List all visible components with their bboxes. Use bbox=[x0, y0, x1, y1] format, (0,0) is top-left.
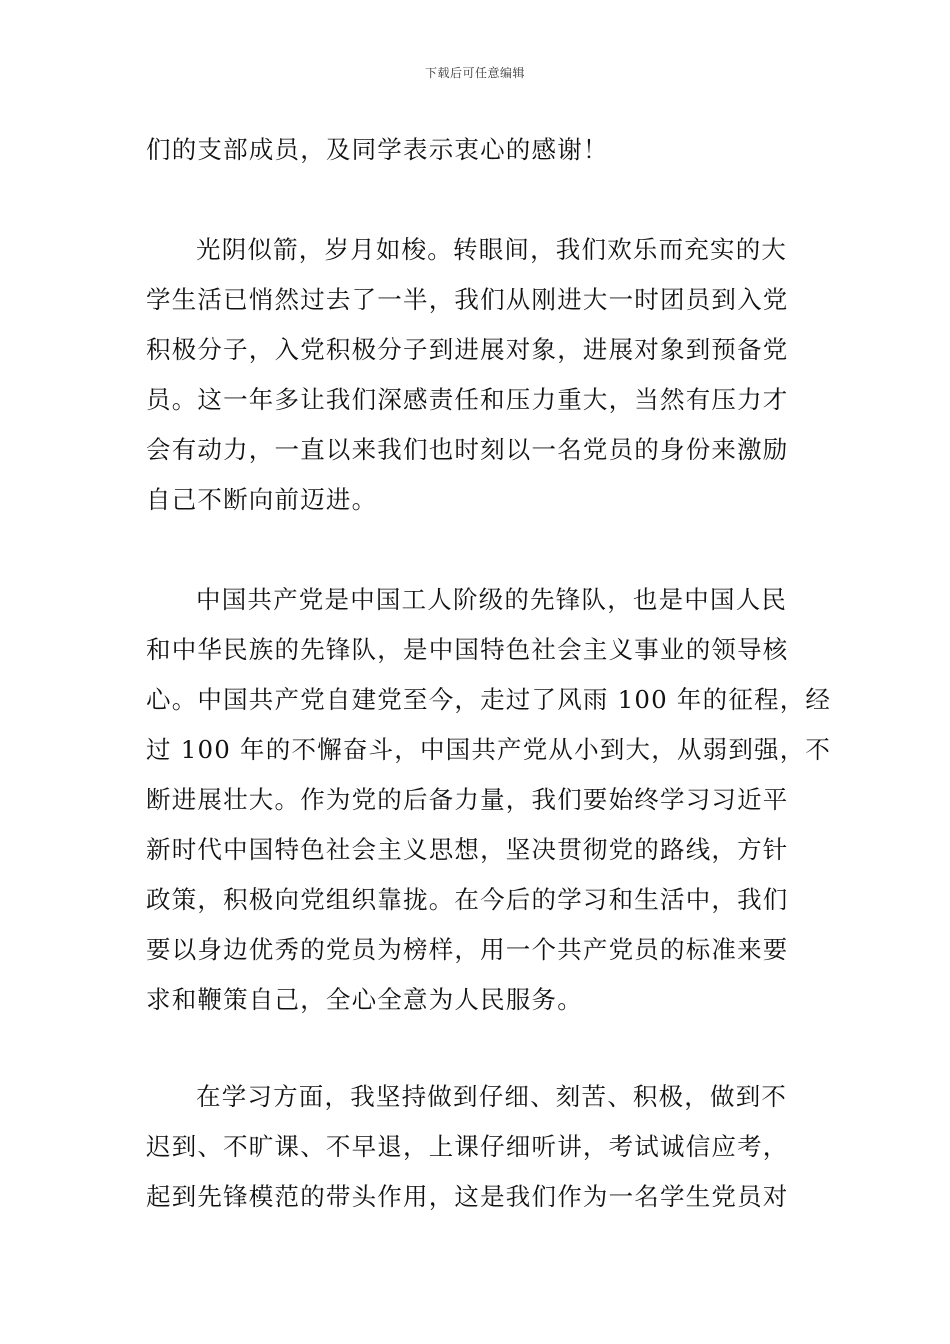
text-line: 中国共产党是中国工人阶级的先锋队，也是中国人民 bbox=[196, 585, 788, 614]
text-line: 心。中国共产党自建党至今，走过了风雨 100 年的征程，经 bbox=[146, 685, 832, 714]
text-line: 会有动力，一直以来我们也时刻以一名党员的身份来激励 bbox=[146, 435, 789, 464]
text-line: 们的支部成员，及同学表示衷心的感谢！ bbox=[146, 135, 609, 164]
text-line: 和中华民族的先锋队，是中国特色社会主义事业的领导核 bbox=[146, 635, 789, 664]
text-line: 政策，积极向党组织靠拢。在今后的学习和生活中，我们 bbox=[146, 885, 789, 914]
text-line: 新时代中国特色社会主义思想，坚决贯彻党的路线，方针 bbox=[146, 835, 789, 864]
text-line: 在学习方面，我坚持做到仔细、刻苦、积极，做到不 bbox=[196, 1082, 788, 1111]
text-line: 断进展壮大。作为党的后备力量，我们要始终学习习近平 bbox=[146, 785, 789, 814]
text-line: 光阴似箭，岁月如梭。转眼间，我们欢乐而充实的大 bbox=[196, 235, 788, 264]
text-line: 自己不断向前迈进。 bbox=[146, 485, 378, 514]
header-note: 下载后可任意编辑 bbox=[424, 66, 525, 80]
text-line: 积极分子，入党积极分子到进展对象，进展对象到预备党 bbox=[146, 335, 789, 364]
text-line: 起到先锋模范的带头作用，这是我们作为一名学生党员对 bbox=[146, 1182, 789, 1211]
text-line: 学生活已悄然过去了一半，我们从刚进大一时团员到入党 bbox=[146, 285, 789, 314]
text-line: 迟到、不旷课、不早退，上课仔细听讲，考试诚信应考， bbox=[146, 1132, 789, 1161]
text-line: 过 100 年的不懈奋斗，中国共产党从小到大，从弱到强，不 bbox=[146, 735, 832, 764]
text-line: 员。这一年多让我们深感责任和压力重大，当然有压力才 bbox=[146, 385, 789, 414]
text-line: 要以身边优秀的党员为榜样，用一个共产党员的标准来要 bbox=[146, 935, 789, 964]
text-line: 求和鞭策自己，全心全意为人民服务。 bbox=[146, 985, 583, 1014]
